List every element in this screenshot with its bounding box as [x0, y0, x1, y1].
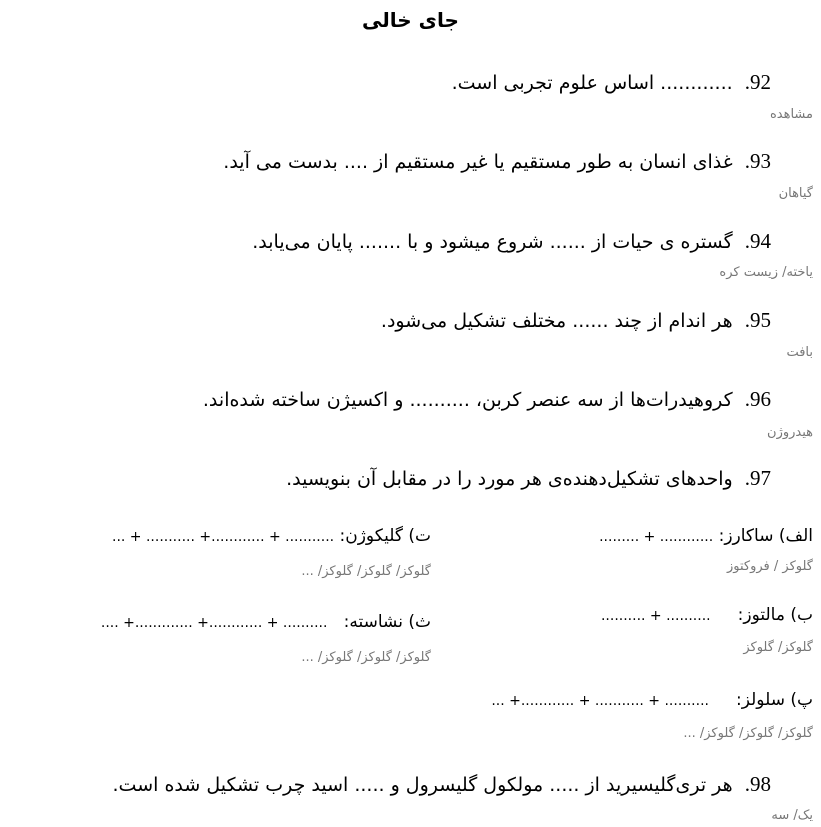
sub-item-label: پ) سلولز: [736, 690, 813, 710]
question-text: گستره ی حیات از ...... شروع میشود و با ....... پایان می‌یابد. [252, 231, 733, 253]
question-text: ............ اساس علوم تجربی است. [451, 72, 733, 94]
answer-95: بافت [786, 345, 813, 360]
question-text: واحدهای تشکیل‌دهنده‌ی هر مورد را در مقابل آن بنویسید. [286, 468, 733, 490]
question-number: 93. [744, 149, 771, 173]
question-97 [286, 466, 771, 491]
question-95 [381, 308, 771, 333]
question-number: 92. [744, 70, 771, 94]
answer-93: گیاهان [778, 186, 813, 201]
sub-answer-cellulose: گلوکز/ گلوکز/ گلوکز/ ... [683, 726, 813, 741]
question-93 [223, 149, 771, 174]
sub-item-blanks: .......... + ............+ .............+ .... [100, 615, 328, 631]
sub-item-sucrose [599, 526, 813, 546]
question-94 [252, 229, 771, 254]
sub-item-blanks: .......... + .......... [600, 608, 711, 624]
question-text: کروهیدرات‌ها از سه عنصر کربن، .......... و اکسیژن ساخته شده‌اند. [202, 389, 733, 411]
question-text: غذای انسان به طور مستقیم یا غیر مستقیم از .... بدست می آید. [223, 151, 733, 173]
sub-item-label: ت) گلیکوژن: [339, 526, 431, 546]
sub-item-cellulose [491, 690, 813, 710]
sub-item-blanks: ........... + ............+ ........... + ... [112, 529, 335, 545]
question-92 [452, 70, 771, 95]
sub-item-glycogen [112, 526, 431, 546]
question-text: هر اندام از چند ...... مختلف تشکیل می‌شود. [380, 310, 733, 332]
sub-item-label: ب) مالتوز: [737, 605, 813, 625]
page-title: جای خالی [362, 8, 459, 32]
sub-item-blanks: .......... + ........... + ............+ ... [491, 693, 709, 709]
sub-item-label: ث) نشاسته: [343, 612, 431, 632]
sub-item-starch [101, 612, 431, 632]
sub-answer-sucrose: گلوکز / فروکتوز [727, 559, 813, 574]
question-number: 94. [744, 229, 771, 253]
question-number: 96. [744, 387, 771, 411]
sub-item-blanks: ............ + ......... [599, 529, 714, 545]
sub-answer-starch: گلوکز/ گلوکز/ گلوکز/ ... [301, 650, 431, 665]
sub-item-label: الف) ساکارز: [718, 526, 813, 546]
answer-96: هیدروژن [767, 425, 813, 440]
sub-item-maltose [601, 605, 813, 625]
question-96 [203, 387, 771, 412]
question-number: 98. [744, 772, 771, 796]
answer-98: یک/ سه [771, 808, 813, 823]
question-text: هر تری‌گلیسیرید از ..... مولکول گلیسرول و ..... اسید چرب تشکیل شده است. [112, 774, 733, 796]
answer-92: مشاهده [769, 107, 813, 122]
answer-94: یاخته/ زیست کره [719, 265, 813, 280]
sub-answer-maltose: گلوکز/ گلوکز [743, 640, 813, 655]
question-number: 95. [744, 308, 771, 332]
sub-answer-glycogen: گلوکز/ گلوکز/ گلوکز/ ... [301, 564, 431, 579]
question-number: 97. [744, 466, 771, 490]
question-98 [113, 772, 771, 797]
